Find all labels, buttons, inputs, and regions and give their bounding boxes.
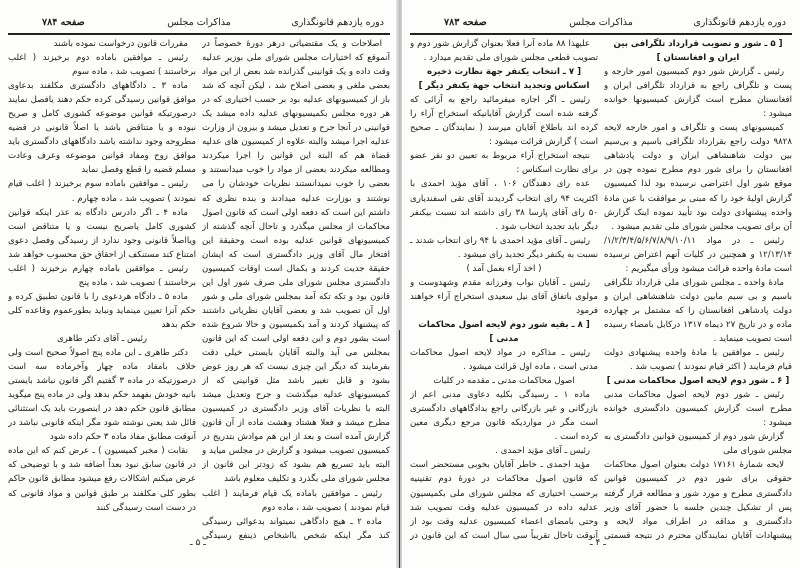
paragraph: اصلاحات و یک مقتضیاتی درهر دورهٔ خصوصاً در آنموقع که اختیارات مجلس شورای ملی بوزیر عدلیه وقت داده و یک قوانینی گذرانده شد بعض از این مواد بعضی ملغی و بعضی اصلاح شد ، لیکن آنچه که شد باز از کمیسیونهای عدلیه بود بر حسب اختیاری که در هر دوره مجلس بکمیسیونهای عدلیه داده میشد یک قوانینی در آنجا جرح و تعدیل میشد و بیرون از وزارت عدلیه اجرا میشد والبته علاوه از کمیسیون های عدلیه قضاة هم که البته این قوانین را اجرا میکردند ومطالعه میکردند بعضی از مواد را خوب میدانستند و بعضی را خوب نمیدانستند نظریات خودشان را می نوشتند و بوزارت عدلیه میدادند و بنده نظری که داشتم این است که دفعه اولی است که قانون اصول محاکمات از مجلس میگذرد و تاحال آنچه گذشته از کمیسیونهای قوانین عدلیه بوده است وحقیقة این افتخار مال آقای وزیر دادگستری است که ایشان حقیقة جدیت کردند و بکمال است اوقات کمیسیون دادگستری مجلس شورای ملی صرف شور اول این قانون بود و تکه تکه آمد بمجلس شورای ملی و شور اول آن تصویب شد و بعضی آقایان نظریاتی داشتند که پیشنهاد کردند و آمد بکمیسیون و حالا شروع شده است بشور دوم و این دفعه اولی است که این قانون بمجلس می آید والبته آقایان بایستی خیلی دقت بفرمایند که دیگر این چیزی نیست که هر روز عوض بشود و قابل تغییر باشد مثل قوانینی که از کمیسیونهای عدلیه میگذشت و جرح وتعدیل میشد البته با نظریات آقای وزیر دادگستری در کمیسیون مطرح میشد و فعلا هشتاد وهشت ماده از آن قانون گزارش آمده است و بعد از این هم موادش بتدریج در کمیسیون تصویب میشود و گزارش در مجلس میاید و البته باید تسریع هم بشود که زودتر این قانون از مجلس شورای ملی بگذرد و تکلیف معلوم باشد xyxy=(202,39,390,485)
paragraph: رئیس ـ موافقین باماده چهارم برخیزند ( اغلب برخاستند ) تصویب شد ، ماده پنج xyxy=(8,263,196,288)
paragraph: رئیس ـ مذاکره در مواد لایحه اصول محاکمات مدنی است ، ماده اول قرائت میشود . xyxy=(410,348,598,373)
paragraph: گزارش شور دوم از کمیسیون قوانین دادگستری به مجلس شورای ملی xyxy=(604,432,792,457)
paragraph: دکتر طاهری ـ این ماده پنج اصولاً صحیح است ولی خلاف بامفاد ماده چهار وآخرماده سه است درصورتیکه در ماده ۳ گفتیم اگر قانون نباشد بایستی بانیه خودش بفهمد حکم بدهد ولی در ماده پنج میگوید مطابق قانون حکم دهد در اینصورت باید یک استثنائی قائل شد یعنی نوشته شود مگر اینکه قانونی نباشد در آنوقت مطابق مفاد ماده ۳ حکم داده شود xyxy=(8,348,196,443)
paragraph: رئیس ـ موافقین با مادهٔ واحده پیشنهادی دولت قیام فرمایند ( اکثر قیام نمودند ) تصویب شد . xyxy=(604,348,792,373)
paragraph: رئیس ـ موافقین باماده دوم برخیزند ( اغلب برخاستند ) تصویب شد ، ماده سوم xyxy=(8,53,196,78)
paragraph: ماده ۴ ـ اگر دادرس دادگاه به عذر اینکه قوانین کشوری کامل یاصریح نیست و یا متناقض است ویااصلاً قانونی وجود ندارد از رسیدگی وفصل دعوی امتناع کند مستنکف از احقاق حق محسوب خواهد شد xyxy=(8,207,196,260)
paragraph: عده رای دهندگان ۱۰۶ ، آقای مؤید احمدی با اکثریت ۹۴ رای انتخاب گردیدند آقای تقی اسفندیاری ۵۰ رای آقای پارسا ۳۸ رای داشته اند نسبت بیکنفر دیگر باید تجدید انتخاب شود . xyxy=(410,179,598,232)
paragraph: ماده ۳ ـ دادگاههای دادگستری مکلفند بدعاوی موافق قوانین رسیدگی کرده حکم دهند یافصل نمایند درصورتیکه قوانین موضوعه کشوری کامل و صریح نبوده و یا متناقض باشد یا اصلاً قانونی در قضیه مطروحه وجود نداشته باشد دادگاههای دادگستری باید موافق روح ومفاد قوانین موضوعه وعرف وعادت مسلم قضیه را قطع وفصل نماید xyxy=(8,81,196,176)
gutter-line xyxy=(399,330,400,568)
header-rule xyxy=(8,33,390,35)
section-heading: [ ۸ ـ بقیه شور دوم لایحه اصول محاکمات مدنی ] xyxy=(418,319,590,344)
centered-line: رئیس ـ آقای دکتر طاهری xyxy=(56,333,148,344)
section-heading: [ ۶ ـ شور دوم لایحه اصول محاکمات مدنی ] xyxy=(606,376,790,387)
paragraph: مؤید احمدی ـ خاطر آقایان بخوبی مستحضر است که قانون اصول محاکمات در دورهٔ دوم تقنینیه برحسب اختیاری که مجلس شورای ملی بکمیسیون عدلیه داده در کمیسیون عدلیه وقت تصویب شد وحتی بامضای اعضاء کمیسیون عدلیه وقت بود از آنوقت تاحال تقریباً سی سال است که این قانون در xyxy=(410,460,598,541)
page-footer-number: ـ ۵ ـ xyxy=(190,538,206,548)
paragraph: رئیس ـ آقای مؤید احمدی . xyxy=(495,446,590,457)
paragraph: نقابت ( مخبر کمیسیون ) ـ عرض کنم که این ماده در قانون سابق نبود بعداً اضافه شد و با توضیحی که عرض میکنم اشکالات رفع میشود مطابق قانون حاکم بطور کلی مکلفند بر طبق قوانین و مواد قانونی که در دست است رسیدگی کنند xyxy=(8,446,196,513)
centered-line: ( اخذ آراء بعمل آمد ) xyxy=(466,263,542,274)
section-heading: [ ۷ ـ انتخاب یکنفر جهة نظارت ذخیره اسکناس وتجدید انتخاب جهة یکنفر دیگر ] xyxy=(418,67,590,92)
header-rule xyxy=(410,33,792,35)
section-heading: [ ۵ ـ شور و تصویب قرارداد تلگرافی بین ایران و افغانستان ] xyxy=(613,39,783,64)
left-page xyxy=(0,0,398,568)
paragraph: رئیس ـ آقای مؤید احمدی با ۹۴ رای انتخاب شدند ـ نسبت به یکنفر دیگر تجدید رای میشود . xyxy=(410,235,598,260)
session-label: دوره یازدهم قانونگذاری xyxy=(693,17,786,28)
paragraph: رئیس ـ موافقین باماده سوم برخیزند ( اغلب قیام نمودند ) تصویب شد ، ماده چهارم . xyxy=(8,179,196,204)
text-column-left xyxy=(410,37,598,542)
paragraph: رئیس ـ شور دوم لایحه اصول محاکمات مدنی مطرح است گزارش کمیسیون دادگستری خوانده میشود : xyxy=(604,390,792,429)
page-number: صفحه ۷۸۳ xyxy=(444,17,487,28)
paragraph: ماده ۱ ـ رسیدگی بکلیه دعاوی مدنی اعم از بازرگانی و غیر بازرگانی راجع بدادگاههای دادگستری است مگر در مواردیکه قانون مرجع دیگری معین کرده است . xyxy=(410,390,598,443)
paragraph: مقررات قانون درخواست نموده باشند xyxy=(53,39,188,49)
page-header xyxy=(410,17,792,33)
paragraph: رئیس ـ اگر اجازه میفرمائید راجع به آرائی که گرفته شده است گزارش آقایانیکه استخراج آراء را کرده اند باطلاع آقایان میرسد ( نمایندگان ـ صحیح است ) گزارش قرائت میشود : xyxy=(410,95,598,148)
paragraph: مادهٔ واحده ـ مجلس شورای ملی قرارداد تلگرافی باسیم و بی سیم مابین دولت شاهنشاهی ایران و دولت پادشاهی افغانستان را که مشتمل بر چهارده ماده و در تاریخ ۲۷ دیماه ۱۳۱۷ درکابل بامضاء رسیده است تصویب مینماید . xyxy=(604,277,792,344)
paragraph: علیهذا ۸۸ ماده آنرا فعلا بعنوان گزارش شور دوم و تصویب قطعی مجلس شورای ملی تقدیم میدارد . xyxy=(410,39,598,64)
running-title: مذاکرات مجلس xyxy=(167,17,231,28)
page-header xyxy=(8,17,390,33)
paragraph: رئیس ـ موافقین باماده یک قیام فرمایند ( اغلب قیام نمودند ) تصویب شد ، ماده دوم xyxy=(202,488,390,513)
session-label: دوره یازدهم قانونگذاری xyxy=(291,17,384,28)
page-footer-number: ـ ۴ ـ xyxy=(590,538,606,548)
text-column-left xyxy=(8,37,196,542)
running-title: مذاکرات مجلس xyxy=(569,17,633,28)
paragraph: ماده ۵ ـ دادگاه هردعوی را با قانون تطبیق کرده و حکم آنرا تعیین مینماید ونباید بطورعموم وقاعده کلی حکم بدهد xyxy=(8,291,196,330)
paragraph: رئیس ـ آقایان نواب وفرزانه مقدم وشهدوست و مولوی باتفاق آقای نیل سعیدی استخراج آراء خواهند فرمود xyxy=(410,277,598,316)
paragraph: کمیسیونهای پست و تلگراف و امور خارجه لایحه ۹۸۲۸ دولت راجع بقرارداد تلگرافی باسیم و بی‌سیم بین دولت شاهنشاهی ایران و دولت پادشاهی افغانستان را برای شور دوم مطرح نموده چون در موقع شور اول اعتراضی نرسیده بود لذا کمیسیون گزارش اولیهٔ خود را که مبنی بر موافقت با عین مادهٔ واحده پیشنهادی دولت بود تأیید نموده اینک گزارش آن برای تصویب مجلس شورای ملی تقدیم میشود . xyxy=(604,123,792,232)
paragraph: رئیس ـ گزارش شور دوم کمیسیون امور خارجه و پست و تلگراف راجع به قرارداد تلگرافی ایران و افغانستان مطرح است گزارش کمیسیونها خوانده میشود : xyxy=(604,67,792,120)
paragraph: لایحه شمارهٔ ۱۷۱۶۱ دولت بعنوان اصول محاکمات حقوقی برای شور دوم در کمیسیون قوانین دادگستری مطرح و مورد شور و مطالعه قرار گرفته پس از تشکیل چندین جلسه با حضور آقای وزیر دادگستری و مداقه در اطراف مواد لایحه و پیشنهادات آقایان نمایندگان محترم در نتیجه قسمتی xyxy=(604,460,792,541)
page-number: صفحه ۷۸۴ xyxy=(42,17,85,28)
paragraph: رئیس ـ در مواد ۱/۲/۳/۴/۵/۶/۷/۸/۹/۱۰/۱۱/ ۱۲/۱۳/۱۴ و همچنین در کلیات آنهم اعتراض نرسیده است مادهٔ واحده قرائت میشود ورأی میگیریم : xyxy=(604,235,792,274)
centered-line: اصول محاکمات مدنی ـ مقدمه در کلیات xyxy=(433,376,575,387)
text-column-right xyxy=(604,37,792,542)
paragraph: ماده ۲ ـ هیچ دادگاهی نمیتواند بدعوائی رسیدگی کند مگر اینکه شخص یااشخاص ذینفع رسیدگی xyxy=(202,516,390,541)
right-page xyxy=(402,0,800,568)
text-column-right xyxy=(202,37,390,542)
paragraph: نتیجه استخراج آراء مربوط به تعیین دو نفر عضو برای نظارت اسکناس : xyxy=(410,151,598,176)
